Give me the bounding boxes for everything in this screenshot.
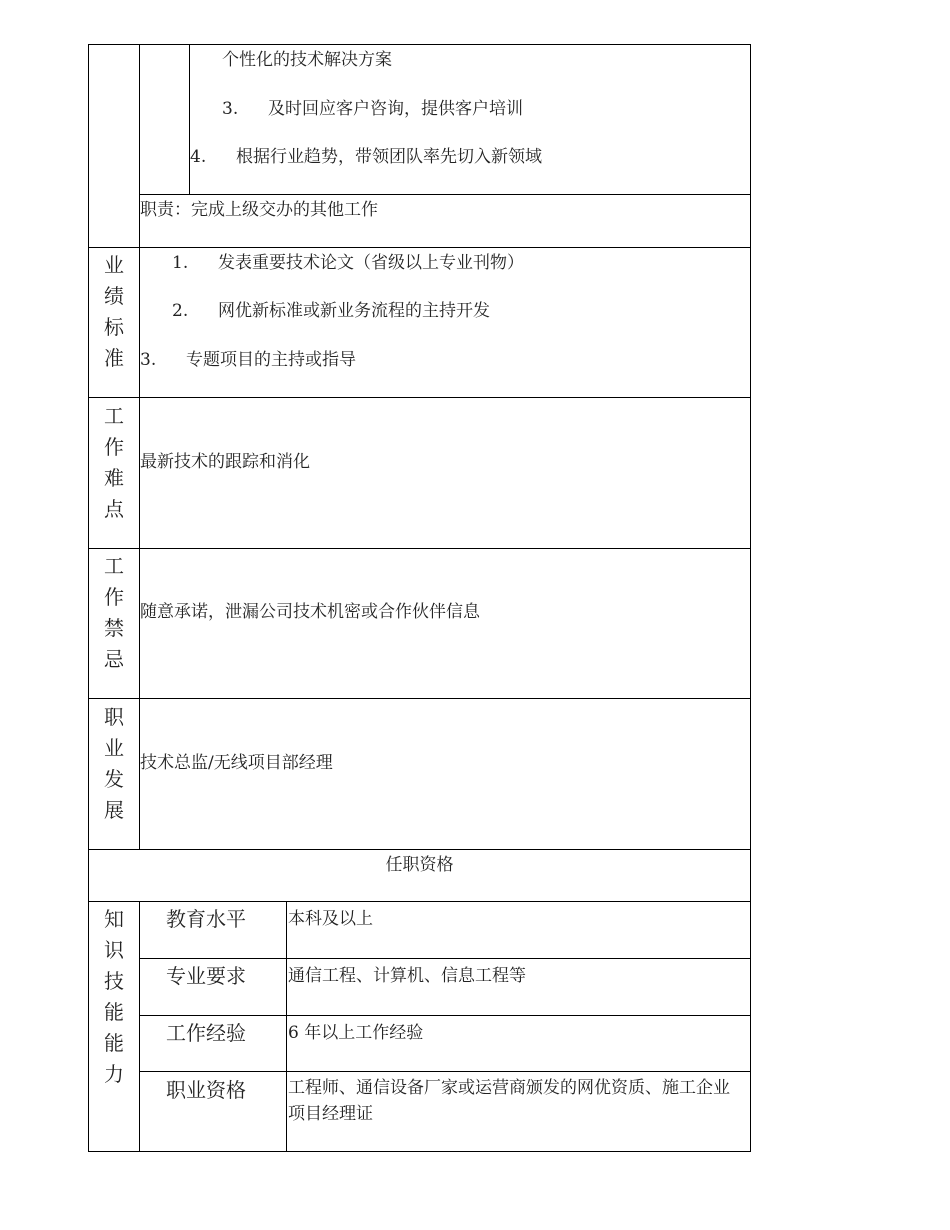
skills-key-certification: 职业资格 — [166, 1078, 246, 1102]
performance-item — [172, 253, 524, 273]
row-divider — [88, 548, 751, 549]
duty-other: 职责：完成上级交办的其他工作 — [140, 200, 378, 220]
skills-value-certification: 工程师、通信设备厂家或运营商颁发的网优资质、施工企业项目经理证 — [288, 1078, 730, 1124]
skills-value-education: 本科及以上 — [288, 909, 373, 929]
section-label-career: 职 业 发 展 — [104, 705, 124, 822]
border-top — [88, 44, 751, 45]
item-number: 3. — [222, 99, 239, 119]
border-left — [88, 44, 89, 1152]
section-label-performance: 业 绩 标 准 — [104, 253, 124, 370]
performance-item — [140, 350, 356, 370]
item-text: 及时回应客户咨询，提供客户培训 — [268, 99, 523, 119]
row-divider — [139, 1015, 751, 1016]
qualification-header: 任职资格 — [385, 855, 454, 875]
skills-value-experience: 6 年以上工作经验 — [288, 1023, 424, 1043]
item-number: 3. — [140, 350, 157, 370]
label-column-divider — [139, 44, 140, 849]
row-divider — [139, 958, 751, 959]
row-divider — [88, 901, 751, 902]
prohibition-text: 随意承诺，泄漏公司技术机密或合作伙伴信息 — [140, 602, 480, 622]
border-right — [750, 44, 751, 1152]
row-divider — [139, 194, 751, 195]
skills-key-education: 教育水平 — [166, 907, 246, 931]
responsibility-line: 个性化的技术解决方案 — [222, 50, 392, 70]
skills-key-divider — [286, 901, 287, 1152]
item-text: 专题项目的主持或指导 — [186, 350, 356, 370]
row-divider — [88, 247, 751, 248]
sub-column-divider — [189, 44, 190, 195]
item-number: 4. — [190, 147, 207, 167]
skills-label-divider — [139, 901, 140, 1152]
career-text: 技术总监/无线项目部经理 — [140, 753, 333, 773]
row-divider — [88, 849, 751, 850]
performance-item — [172, 301, 490, 321]
row-divider — [139, 1071, 751, 1072]
skills-key-experience: 工作经验 — [166, 1021, 246, 1045]
section-label-skills: 知 识 技 能 能 力 — [104, 907, 124, 1086]
item-number: 1. — [172, 253, 189, 273]
skills-key-major: 专业要求 — [166, 964, 246, 988]
item-text: 根据行业趋势，带领团队率先切入新领域 — [236, 147, 542, 167]
skills-value-major: 通信工程、计算机、信息工程等 — [288, 966, 526, 986]
responsibility-item-4 — [190, 147, 542, 167]
responsibility-item-3 — [222, 99, 523, 119]
row-divider — [88, 397, 751, 398]
section-label-difficulty: 工 作 难 点 — [104, 404, 124, 521]
border-bottom — [88, 1151, 751, 1152]
row-divider — [88, 698, 751, 699]
item-text: 发表重要技术论文（省级以上专业刊物） — [218, 253, 524, 273]
item-number: 2. — [172, 301, 189, 321]
difficulty-text: 最新技术的跟踪和消化 — [140, 452, 310, 472]
item-text: 网优新标准或新业务流程的主持开发 — [218, 301, 490, 321]
section-label-prohibition: 工 作 禁 忌 — [104, 554, 124, 671]
